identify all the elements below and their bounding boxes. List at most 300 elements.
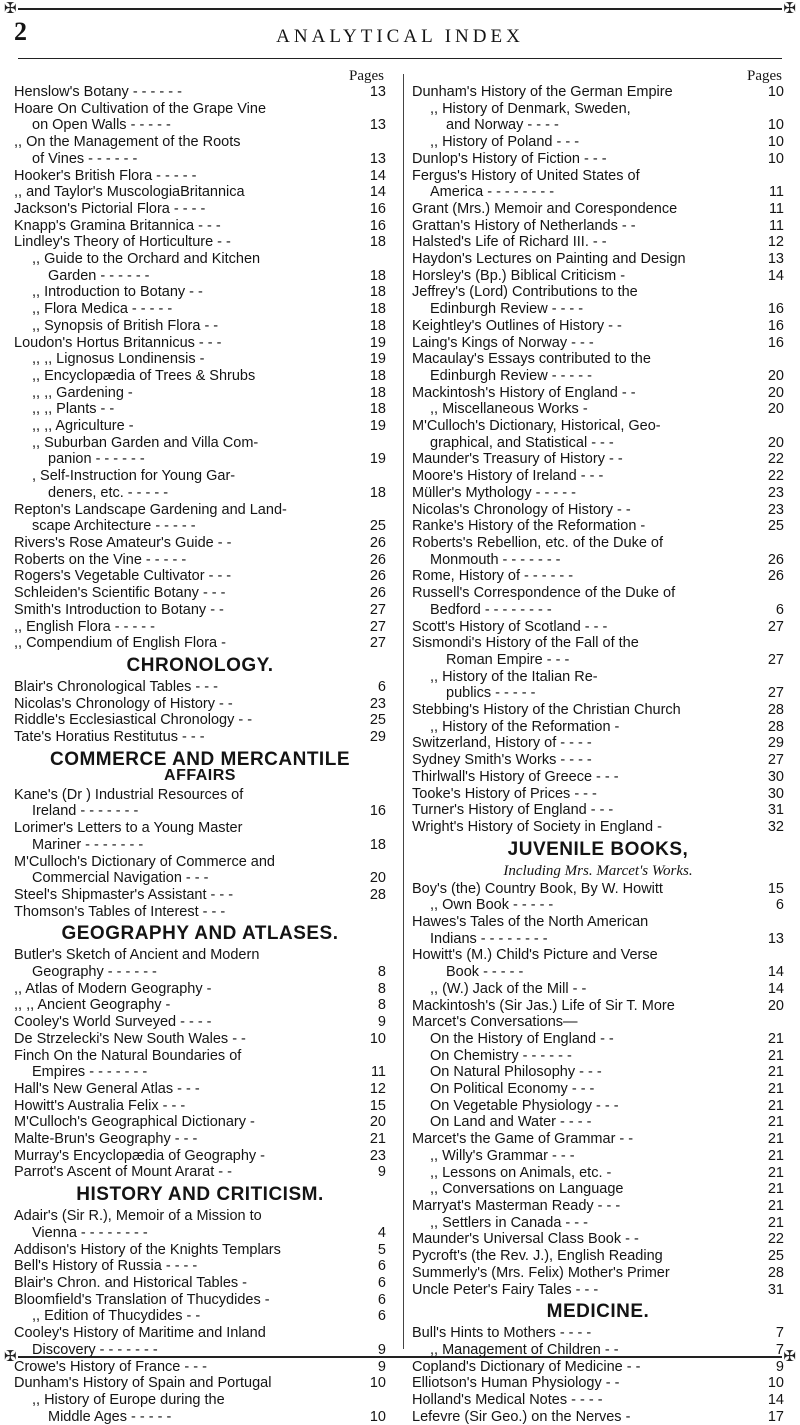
entry-page: 9: [377, 1164, 386, 1181]
index-entry: [14, 1098, 386, 1115]
entry-page: 29: [767, 735, 784, 752]
entry-title: Keightley's Outlines of History - -: [412, 317, 622, 334]
entry-title: ,, History of Denmark, Sweden,: [430, 100, 631, 117]
index-entry: [14, 268, 386, 285]
entry-title: deners, etc. - - - - -: [48, 484, 169, 501]
index-entry: [14, 568, 386, 585]
entry-title: Elliotson's Human Physiology - -: [412, 1375, 620, 1392]
entry-page: 21: [767, 1081, 784, 1098]
entry-page: 27: [767, 752, 784, 769]
entry-page: 20: [767, 997, 784, 1014]
index-entry: [412, 1131, 784, 1148]
page-header: ANALYTICAL INDEX: [276, 26, 524, 47]
entry-page: 20: [767, 367, 784, 384]
entry-page: 27: [767, 618, 784, 635]
entry-title: Holland's Medical Notes - - - -: [412, 1392, 603, 1409]
entry-title: Hall's New General Atlas - - -: [14, 1080, 200, 1097]
entry-page: 10: [369, 1030, 386, 1047]
index-entry: [14, 84, 386, 101]
index-entry: [412, 752, 784, 769]
index-entry: [412, 1248, 784, 1265]
entry-page: 11: [768, 217, 784, 234]
header-rule: [18, 58, 782, 59]
entry-page: 21: [767, 1198, 784, 1214]
entry-title: Thomson's Tables of Interest - - -: [14, 903, 226, 920]
index-entry: [14, 1308, 386, 1325]
section-heading: [14, 656, 386, 676]
entry-title: Nicolas's Chronology of History - -: [14, 695, 233, 712]
entry-page: 18: [369, 367, 386, 384]
entry-title: Indians - - - - - - - -: [430, 930, 548, 947]
entry-title: ,, ,, Plants - -: [32, 401, 115, 418]
entry-title: Boy's (the) Country Book, By W. Howitt: [412, 880, 663, 897]
index-entry: [412, 218, 784, 235]
entry-title: Blair's Chron. and Historical Tables -: [14, 1275, 247, 1291]
index-entry: [14, 964, 386, 981]
entry-title: Rivers's Rose Amateur's Guide - -: [14, 534, 232, 551]
entry-page: 30: [767, 785, 784, 802]
entry-title: Lorimer's Letters to a Young Master: [14, 820, 243, 837]
entry-page: 10: [767, 117, 784, 134]
entry-page: 21: [767, 1164, 784, 1181]
index-entry: [412, 268, 784, 285]
entry-title: Riddle's Ecclesiastical Chronology - -: [14, 712, 253, 729]
entry-page: 28: [767, 718, 784, 735]
index-entry: [14, 117, 386, 134]
index-entry: [412, 401, 784, 418]
index-entry: [412, 685, 784, 702]
entry-page: 12: [369, 1080, 386, 1097]
entry-title: Maunder's Universal Class Book - -: [412, 1231, 639, 1248]
entry-page: 20: [369, 1114, 386, 1131]
entry-title: Tooke's History of Prices - - -: [412, 785, 597, 802]
index-entry: [14, 1409, 386, 1425]
index-entry: [412, 1014, 784, 1031]
index-entry: [412, 84, 784, 101]
entry-title: Lefevre (Sir Geo.) on the Nerves -: [412, 1408, 631, 1425]
entry-page: 9: [377, 1341, 386, 1358]
index-entry: [412, 101, 784, 118]
entry-title: On the History of England - -: [430, 1030, 614, 1047]
index-entry: [14, 184, 386, 201]
entry-page: 16: [369, 217, 386, 234]
entry-title: Pycroft's (the Rev. J.), English Reading: [412, 1248, 663, 1265]
pages-label: Pages: [349, 68, 384, 84]
index-entry: [412, 385, 784, 402]
entry-title: ,, (W.) Jack of the Mill - -: [430, 980, 587, 997]
index-entry: [412, 947, 784, 964]
entry-page: 13: [369, 117, 386, 134]
entry-page: 21: [369, 1131, 386, 1148]
index-entry: [14, 1048, 386, 1065]
index-entry: [412, 1114, 784, 1131]
index-entry: [412, 502, 784, 519]
entry-title: ,, English Flora - - - - -: [14, 618, 155, 635]
index-entry: [14, 854, 386, 871]
entry-page: 21: [767, 1114, 784, 1131]
index-entry: [14, 712, 386, 729]
entry-page: 18: [369, 267, 386, 284]
entry-title: Wright's History of Society in England -: [412, 818, 662, 835]
index-entry: [412, 819, 784, 836]
entry-title: Vienna - - - - - - - -: [32, 1224, 148, 1241]
index-entry: [14, 679, 386, 696]
entry-title: Henslow's Botany - - - - - -: [14, 84, 182, 100]
entry-title: Switzerland, History of - - - -: [412, 735, 592, 752]
index-entry: [412, 602, 784, 619]
index-entry: [412, 168, 784, 185]
entry-title: panion - - - - - -: [48, 451, 145, 468]
entry-title: ,, History of Europe during the: [32, 1391, 225, 1408]
entry-title: Repton's Landscape Gardening and Land-: [14, 501, 287, 518]
right-column: [412, 68, 784, 1425]
entry-page: 31: [767, 1281, 784, 1298]
entry-page: 21: [767, 1214, 784, 1231]
section-title: CHRONOLOGY.: [126, 654, 274, 676]
index-entry: [412, 585, 784, 602]
entry-title: Uncle Peter's Fairy Tales - - -: [412, 1281, 599, 1298]
entry-title: ,, ,, Lignosus Londinensis -: [32, 351, 205, 368]
index-entry: [412, 1048, 784, 1065]
entry-title: Addison's History of the Knights Templars: [14, 1241, 281, 1258]
index-entry: [412, 234, 784, 251]
entry-page: 5: [377, 1241, 386, 1258]
entry-title: Finch On the Natural Boundaries of: [14, 1047, 242, 1064]
entry-title: Rogers's Vegetable Cultivator - - -: [14, 568, 232, 585]
index-entry: [412, 719, 784, 736]
entry-title: Thirlwall's History of Greece - - -: [412, 768, 619, 785]
index-entry: [412, 368, 784, 385]
entry-page: 25: [767, 518, 784, 535]
index-entry: [14, 904, 386, 921]
entry-page: 15: [767, 880, 784, 897]
index-entry: [14, 535, 386, 552]
entry-title: Book - - - - -: [446, 964, 524, 981]
entry-page: 9: [377, 1014, 386, 1031]
index-entry: [412, 802, 784, 819]
entry-page: 18: [369, 301, 386, 318]
entry-page: 7: [775, 1341, 784, 1358]
entry-title: M'Culloch's Geographical Dictionary -: [14, 1114, 255, 1131]
entry-title: Macaulay's Essays contributed to the: [412, 351, 651, 368]
entry-title: graphical, and Statistical - - -: [430, 434, 614, 451]
entry-page: 7: [775, 1325, 784, 1342]
entry-page: 15: [369, 1097, 386, 1114]
entry-page: 20: [767, 434, 784, 451]
entry-title: Middle Ages - - - - -: [48, 1408, 172, 1425]
index-entry: [14, 1031, 386, 1048]
index-entry: [14, 887, 386, 904]
entry-page: 4: [377, 1224, 386, 1241]
entry-page: 19: [369, 451, 386, 468]
entry-page: 25: [369, 712, 386, 729]
entry-page: 20: [369, 870, 386, 887]
corner-ornament-bottom-right: ✠: [783, 1349, 796, 1365]
section-heading: [14, 1185, 386, 1205]
entry-title: Geography - - - - - -: [32, 964, 157, 981]
entry-page: 26: [369, 568, 386, 585]
index-entry: [412, 1148, 784, 1165]
entry-page: 28: [767, 702, 784, 719]
entry-title: Russell's Correspondence of the Duke of: [412, 585, 676, 602]
index-entry: [14, 552, 386, 569]
entry-title: Copland's Dictionary of Medicine - -: [412, 1358, 641, 1375]
index-entry: [412, 1181, 784, 1198]
index-entry: [412, 1265, 784, 1282]
index-entry: [412, 451, 784, 468]
section-title: GEOGRAPHY AND ATLASES.: [61, 923, 339, 945]
entry-page: 10: [369, 1408, 386, 1425]
entry-page: 13: [369, 84, 386, 100]
entry-title: Summerly's (Mrs. Felix) Mother's Primer: [412, 1264, 670, 1281]
index-entry: [412, 151, 784, 168]
index-entry: [14, 1375, 386, 1392]
entry-title: Marcet's the Game of Grammar - -: [412, 1131, 634, 1148]
entry-page: 21: [767, 1147, 784, 1164]
entry-title: Marcet's Conversations—: [412, 1014, 578, 1031]
index-entry: [412, 652, 784, 669]
index-entry: [412, 117, 784, 134]
entry-title: Rome, History of - - - - - -: [412, 568, 574, 585]
entry-title: Mackintosh's (Sir Jas.) Life of Sir T. More: [412, 997, 675, 1014]
entry-page: 14: [369, 184, 386, 201]
index-entry: [14, 401, 386, 418]
entry-page: 26: [369, 585, 386, 602]
entry-title: On Natural Philosophy - - -: [430, 1064, 602, 1081]
entry-title: Laing's Kings of Norway - - -: [412, 334, 594, 351]
index-entry: [412, 318, 784, 335]
entry-page: 19: [369, 351, 386, 368]
entry-page: 26: [767, 568, 784, 585]
entry-page: 27: [369, 601, 386, 618]
index-entry: [412, 184, 784, 201]
entry-title: Marryat's Masterman Ready - - -: [412, 1198, 621, 1214]
entry-page: 21: [767, 1047, 784, 1064]
index-entry: [412, 485, 784, 502]
entry-title: Empires - - - - - - -: [32, 1064, 148, 1081]
index-entry: [14, 468, 386, 485]
index-entry: [14, 101, 386, 118]
index-entry: [412, 981, 784, 998]
index-entry: [412, 786, 784, 803]
entry-title: Roman Empire - - -: [446, 651, 570, 668]
entry-page: 16: [767, 317, 784, 334]
entry-title: Howitt's Australia Felix - - -: [14, 1097, 186, 1114]
corner-ornament-bottom-left: ✠: [4, 1349, 17, 1365]
entry-page: 22: [767, 1231, 784, 1248]
index-entry: [14, 1208, 386, 1225]
index-entry: [412, 914, 784, 931]
index-entry: [14, 1225, 386, 1242]
entry-page: 17: [767, 1408, 784, 1425]
entry-title: Halsted's Life of Richard III. - -: [412, 234, 607, 251]
index-entry: [14, 1258, 386, 1275]
index-entry: [412, 1231, 784, 1248]
entry-page: 28: [767, 1264, 784, 1281]
index-entry: [14, 301, 386, 318]
index-entry: [14, 1131, 386, 1148]
entry-title: Bell's History of Russia - - - -: [14, 1258, 198, 1275]
index-entry: [14, 820, 386, 837]
entry-title: On Chemistry - - - - - -: [430, 1047, 572, 1064]
entry-title: Nicolas's Chronology of History - -: [412, 501, 631, 518]
entry-page: 10: [767, 84, 784, 100]
index-entry: [412, 931, 784, 948]
entry-page: 10: [767, 1375, 784, 1392]
index-entry: [412, 1409, 784, 1425]
entry-title: Monmouth - - - - - - -: [430, 551, 561, 568]
section-heading: [14, 750, 386, 784]
index-entry: [14, 837, 386, 854]
entry-title: Lindley's Theory of Horticulture - -: [14, 234, 231, 251]
index-entry: [14, 602, 386, 619]
entry-page: 9: [377, 1358, 386, 1375]
index-entry: [412, 1064, 784, 1081]
entry-title: Smith's Introduction to Botany - -: [14, 601, 224, 618]
index-entry: [412, 468, 784, 485]
index-entry: [412, 769, 784, 786]
index-entry: [14, 1148, 386, 1165]
entry-title: ,, and Taylor's MuscologiaBritannica: [14, 184, 245, 201]
index-entry: [412, 1342, 784, 1359]
section-note: Including Mrs. Marcet's Works.: [503, 862, 693, 879]
entry-title: America - - - - - - - -: [430, 184, 555, 201]
entry-title: ,, History of the Reformation -: [430, 718, 620, 735]
entry-title: Kane's (Dr ) Industrial Resources of: [14, 786, 244, 803]
entry-title: Howitt's (M.) Child's Picture and Verse: [412, 947, 658, 964]
entry-title: ,, Compendium of English Flora -: [14, 635, 226, 652]
index-entry: [14, 201, 386, 218]
entry-page: 27: [767, 651, 784, 668]
entry-title: ,, ,, Ancient Geography -: [14, 997, 171, 1014]
entry-title: of Vines - - - - - -: [32, 150, 138, 167]
index-entry: [14, 1325, 386, 1342]
entry-title: Cooley's History of Maritime and Inland: [14, 1325, 266, 1342]
entry-title: publics - - - - -: [446, 685, 536, 702]
index-entry: [412, 1198, 784, 1215]
index-entry: [14, 502, 386, 519]
entry-page: 21: [767, 1064, 784, 1081]
entry-title: Hoare On Cultivation of the Grape Vine: [14, 100, 267, 117]
section-title: MEDICINE.: [546, 1301, 650, 1323]
entry-title: Edinburgh Review - - - - -: [430, 367, 592, 384]
index-entry: [14, 1242, 386, 1259]
entry-title: Grattan's History of Netherlands - -: [412, 217, 636, 234]
entry-title: ,, ,, Agriculture -: [32, 418, 134, 435]
index-entry: [412, 251, 784, 268]
entry-page: 26: [369, 551, 386, 568]
entry-page: 11: [768, 184, 784, 201]
index-entry: [412, 635, 784, 652]
index-entry: [14, 518, 386, 535]
entry-title: Bull's Hints to Mothers - - - -: [412, 1325, 592, 1342]
entry-title: Turner's History of England - - -: [412, 802, 614, 819]
pages-label: Pages: [747, 68, 782, 84]
index-entry: [412, 435, 784, 452]
index-entry: [14, 218, 386, 235]
index-entry: [412, 735, 784, 752]
entry-page: 16: [767, 334, 784, 351]
index-entry: [14, 803, 386, 820]
index-entry: [14, 485, 386, 502]
entry-title: ,, Willy's Grammar - - -: [430, 1147, 575, 1164]
index-entry: [412, 964, 784, 981]
entry-title: Mariner - - - - - - -: [32, 836, 144, 853]
page-number: 2: [14, 17, 27, 46]
entry-page: 25: [767, 1248, 784, 1265]
entry-title: on Open Walls - - - - -: [32, 117, 171, 134]
entry-page: 14: [767, 267, 784, 284]
entry-title: , Self-Instruction for Young Gar-: [32, 468, 236, 485]
index-entry: [14, 1014, 386, 1031]
entry-title: Adair's (Sir R.), Memoir of a Mission to: [14, 1208, 262, 1225]
entry-page: 16: [369, 803, 386, 820]
entry-page: 18: [369, 384, 386, 401]
entry-title: ,, History of Poland - - -: [430, 134, 580, 151]
index-entry: [14, 351, 386, 368]
entry-title: ,, Lessons on Animals, etc. -: [430, 1164, 612, 1181]
index-entry: [14, 234, 386, 251]
entry-page: 27: [369, 618, 386, 635]
entry-title: Stebbing's History of the Christian Church: [412, 702, 681, 719]
index-entry: [14, 1114, 386, 1131]
entry-title: On Political Economy - - -: [430, 1081, 595, 1098]
entry-page: 21: [767, 1030, 784, 1047]
entry-page: 26: [369, 534, 386, 551]
entry-page: 21: [767, 1131, 784, 1148]
index-entry: [14, 435, 386, 452]
entry-page: 22: [767, 468, 784, 485]
entry-title: Bloomfield's Translation of Thucydides -: [14, 1291, 270, 1308]
entry-page: 6: [377, 1258, 386, 1275]
index-entry: [412, 335, 784, 352]
index-entry: [14, 335, 386, 352]
entry-page: 13: [767, 251, 784, 268]
entry-page: 18: [369, 401, 386, 418]
entry-title: De Strzelecki's New South Wales - -: [14, 1030, 246, 1047]
entry-page: 31: [767, 802, 784, 819]
entry-page: 8: [377, 980, 386, 997]
entry-page: 10: [767, 150, 784, 167]
entry-title: ,, Own Book - - - - -: [430, 897, 554, 914]
entry-title: Loudon's Hortus Britannicus - - -: [14, 334, 222, 351]
entry-page: 14: [767, 964, 784, 981]
index-entry: [412, 518, 784, 535]
index-entry: [412, 998, 784, 1015]
entry-page: 6: [377, 1275, 386, 1291]
entry-title: ,, Miscellaneous Works -: [430, 401, 588, 418]
index-entry: [14, 1342, 386, 1359]
entry-title: ,, Atlas of Modern Geography -: [14, 980, 212, 997]
index-entry: [412, 702, 784, 719]
entry-page: 6: [377, 1308, 386, 1325]
entry-page: 25: [369, 518, 386, 535]
entry-title: Ranke's History of the Reformation -: [412, 518, 646, 535]
index-entry: [14, 1164, 386, 1181]
entry-page: 18: [369, 284, 386, 301]
entry-page: 18: [369, 317, 386, 334]
index-entry: [412, 568, 784, 585]
entry-page: 9: [775, 1358, 784, 1375]
entry-title: ,, Flora Medica - - - - -: [32, 301, 173, 318]
section-subtitle: AFFAIRS: [164, 766, 236, 784]
entry-title: ,, Introduction to Botany - -: [32, 284, 203, 301]
index-entry: [14, 619, 386, 636]
entry-title: Malte-Brun's Geography - - -: [14, 1131, 198, 1148]
entry-page: 12: [767, 234, 784, 251]
section-heading: [412, 1302, 784, 1322]
entry-page: 14: [767, 980, 784, 997]
